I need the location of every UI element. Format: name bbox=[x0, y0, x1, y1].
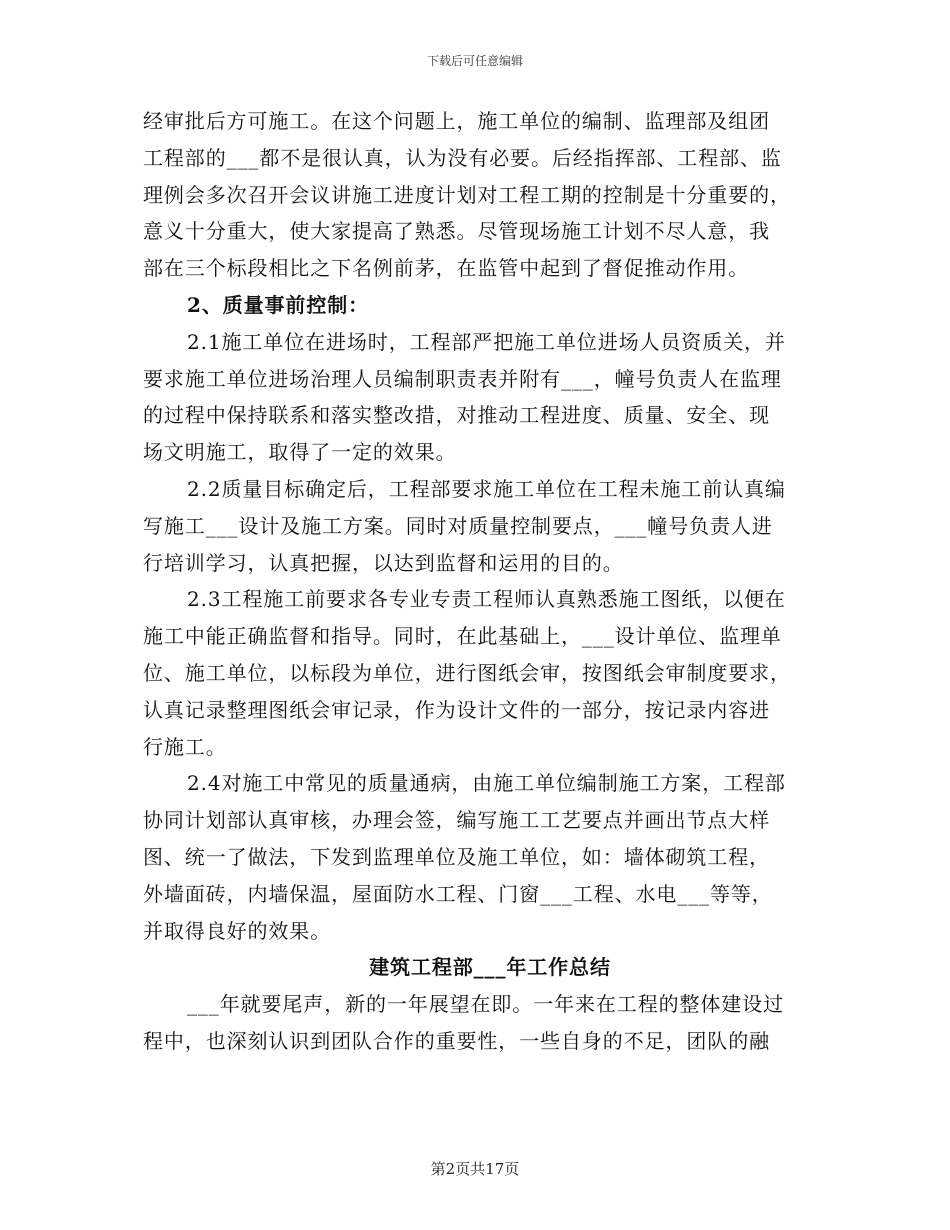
body-line: 图、统一了做法，下发到监理单位及施工单位，如：墙体砌筑工程， bbox=[143, 844, 770, 869]
body-line: ___年就要尾声，新的一年展望在即。一年来在工程的整体建设过 bbox=[187, 992, 784, 1017]
body-line: 要求施工单位进场治理人员编制职责表并附有___，幢号负责人在监理 bbox=[143, 366, 782, 391]
page-header: 下载后可任意编辑 bbox=[426, 54, 523, 68]
body-line: 意义十分重大，使大家提高了熟悉。尽管现场施工计划不尽人意，我 bbox=[143, 219, 770, 244]
body-line: 认真记录整理图纸会审记录，作为设计文件的一部分，按记录内容进 bbox=[143, 697, 770, 722]
body-line: 场文明施工，取得了一定的效果。 bbox=[143, 440, 457, 465]
body-line: 部在三个标段相比之下名例前茅，在监管中起到了督促推动作用。 bbox=[143, 256, 750, 281]
section-heading: 2、质量事前控制： bbox=[187, 292, 370, 317]
body-line: 行施工。 bbox=[143, 734, 227, 759]
document-title: 建筑工程部___年工作总结 bbox=[369, 955, 611, 980]
body-line: 的过程中保持联系和落实整改措，对推动工程进度、质量、安全、现 bbox=[143, 403, 770, 428]
body-line: 行培训学习，认真把握，以达到监督和运用的目的。 bbox=[143, 550, 624, 575]
body-line: 外墙面砖，内墙保温，屋面防水工程、门窗___工程、水电___等等， bbox=[143, 881, 773, 906]
page-footer: 第2页共17页 bbox=[430, 1160, 520, 1178]
body-line: 写施工___设计及施工方案。同时对质量控制要点，___幢号负责人进 bbox=[143, 513, 773, 538]
body-line: 位、施工单位，以标段为单位，进行图纸会审，按图纸会审制度要求， bbox=[143, 660, 791, 685]
body-line: 施工中能正确监督和指导。同时，在此基础上，___设计单位、监理单 bbox=[143, 624, 782, 649]
body-line: 理例会多次召开会议讲施工进度计划对工程工期的控制是十分重要的， bbox=[143, 182, 791, 207]
body-line: 工程部的___都不是很认真，认为没有必要。后经指挥部、工程部、监 bbox=[143, 145, 782, 170]
body-line: 2.3工程施工前要求各专业专责工程师认真熟悉施工图纸，以便在 bbox=[187, 587, 786, 612]
body-line: 并取得良好的效果。 bbox=[143, 918, 332, 943]
body-line: 2.1施工单位在进场时，工程部严把施工单位进场人员资质关，并 bbox=[187, 329, 786, 354]
body-line: 经审批后方可施工。在这个问题上，施工单位的编制、监理部及组团 bbox=[143, 109, 770, 133]
body-line: 2.4对施工中常见的质量通病，由施工单位编制施工方案，工程部 bbox=[187, 771, 786, 796]
document-body bbox=[143, 103, 813, 1060]
body-line: 程中，也深刻认识到团队合作的重要性，一些自身的不足，团队的融 bbox=[143, 1028, 770, 1053]
body-line: 2.2质量目标确定后，工程部要求施工单位在工程未施工前认真编 bbox=[187, 476, 786, 501]
body-line: 协同计划部认真审核，办理会签，编写施工工艺要点并画出节点大样 bbox=[143, 808, 770, 833]
